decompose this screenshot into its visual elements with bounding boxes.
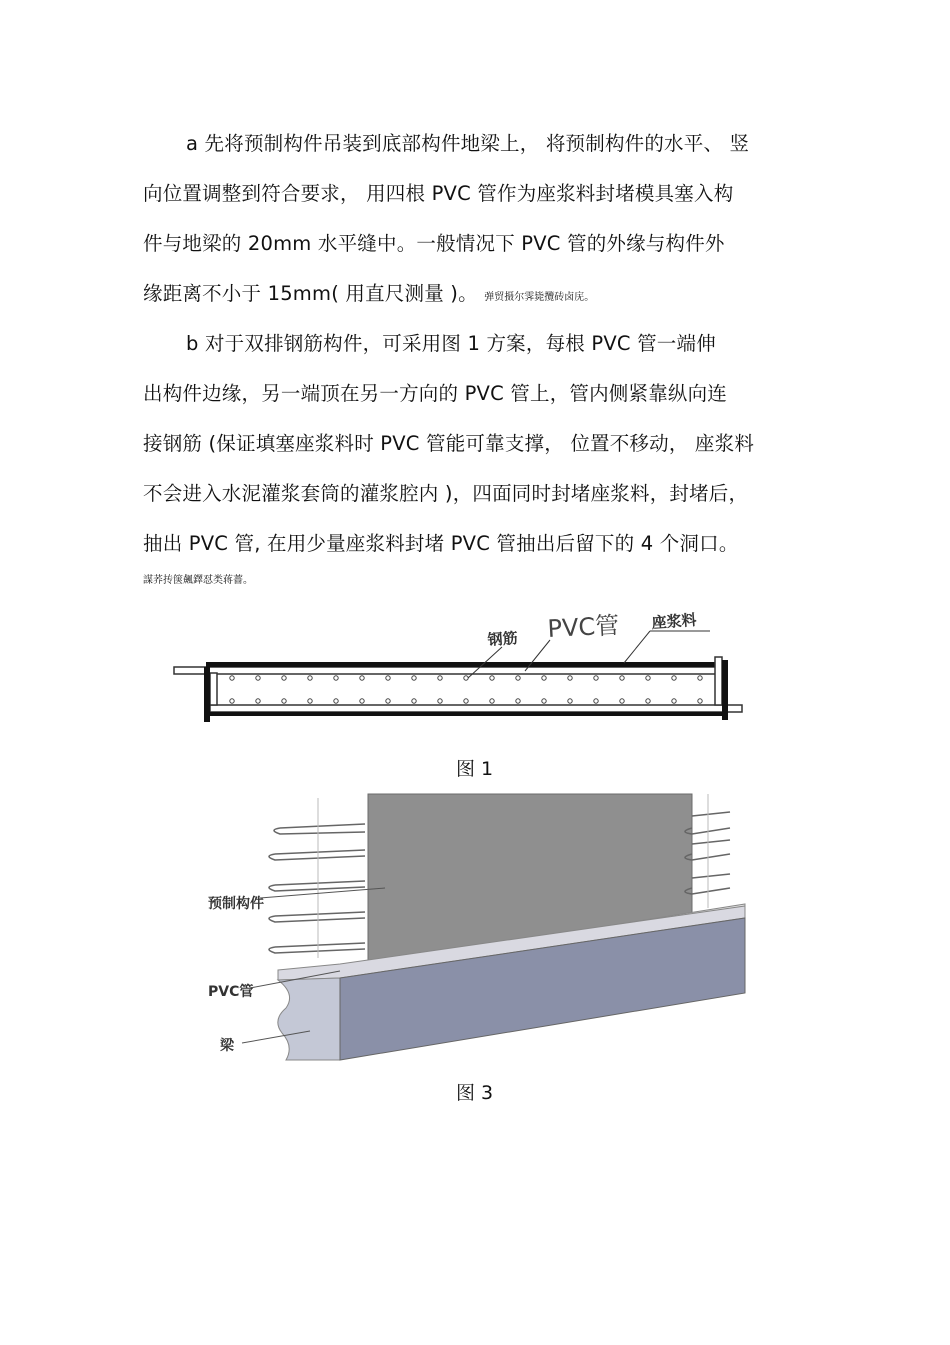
label-beam: 梁 (220, 1038, 234, 1054)
figure-3-caption: 图 3 (456, 1082, 494, 1104)
para-b-line-6-note: 謀荞抟箧飆鐸怼类蒋薔。 (143, 575, 253, 586)
para-a-line-4-note: 弹贸摄尔霁毙攬砖卤庑。 (484, 292, 595, 303)
figure-1-caption: 图 1 (456, 758, 494, 780)
pvc-pipe-top (174, 667, 720, 674)
para-b-line-5: 抽出 PVC 管, 在用少量座浆料封堵 PVC 管抽出后留下的 4 个洞口。 (143, 532, 739, 555)
para-b-line-3: 接钢筋 (保证填塞座浆料时 PVC 管能可靠支撑， 位置不移动， 座浆料 (143, 432, 755, 455)
para-a-line-1: a 先将预制构件吊装到底部构件地梁上， 将预制构件的水平、 竖 (186, 132, 750, 155)
mortar-band-left (204, 667, 210, 722)
label-rebar: 钢筋 (487, 628, 519, 649)
mortar-band-bottom (206, 712, 722, 716)
leader-mortar (624, 631, 650, 663)
pvc-pipe-right (715, 657, 722, 705)
pvc-pipe-left (210, 673, 217, 705)
label-pvc: PVC管 (546, 611, 620, 643)
mortar-band-top (206, 662, 722, 667)
rebar-row-bottom (230, 699, 702, 703)
pvc-pipe-bottom (210, 705, 742, 712)
para-a-line-2: 向位置调整到符合要求， 用四根 PVC 管作为座浆料封堵模具塞入构 (143, 182, 734, 205)
mortar-band-right (722, 660, 728, 720)
label-pvc-fig3: PVC管 (208, 984, 254, 1000)
beam-end (278, 978, 340, 1060)
para-a-line-4 (143, 282, 594, 310)
label-mortar: 座浆料 (651, 610, 698, 632)
rebars-left (269, 824, 365, 953)
para-b-line-2: 出构件边缘，另一端顶在另一方向的 PVC 管上，管内侧紧靠纵向连 (143, 382, 728, 405)
label-component: 预制构件 (208, 896, 264, 912)
figure-1-diagram (170, 605, 750, 730)
para-b-line-1: b 对于双排钢筋构件，可采用图 1 方案，每根 PVC 管一端伸 (186, 332, 716, 355)
para-b-line-4: 不会进入水泥灌浆套筒的灌浆腔内 )，四面同时封堵座浆料，封堵后， (143, 482, 749, 505)
para-a-line-4-text: 缘距离不小于 15mm( 用直尺测量 )。 (143, 282, 478, 305)
para-a-line-3: 件与地梁的 20mm 水平缝中。一般情况下 PVC 管的外缘与构件外 (143, 232, 725, 255)
rebar-row-top (230, 676, 702, 680)
figure-3-diagram (200, 788, 760, 1078)
